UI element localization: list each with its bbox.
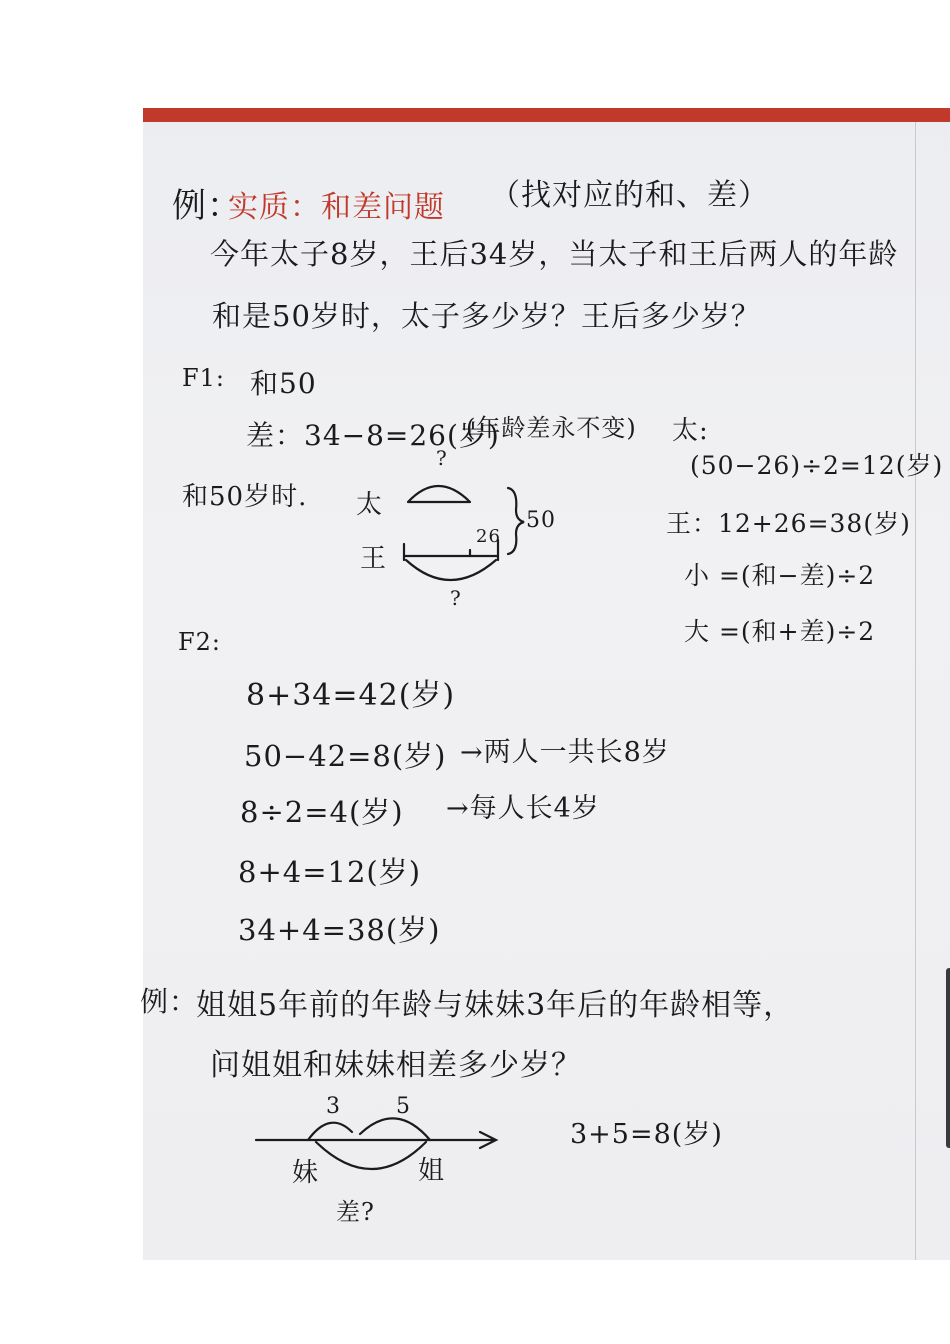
- wang-arc: [406, 560, 496, 580]
- example2-label: 例：: [140, 985, 199, 1018]
- arc-5: [360, 1118, 430, 1140]
- method2-label: F2:: [178, 628, 222, 656]
- method2-eq1: 8+34=42(岁): [246, 678, 456, 713]
- method1-difference-note: (年龄差永不变): [466, 414, 637, 442]
- small-rule: 小 =(和−差)÷2: [684, 561, 876, 590]
- q-top-label: ?: [436, 446, 448, 470]
- method2-note3: →每人长4岁: [446, 793, 600, 824]
- method2-eq2: 50−42=8(岁): [244, 739, 447, 773]
- method2-eq3: 8÷2=4(岁): [240, 795, 404, 829]
- example2-answer: 3+5=8(岁): [570, 1119, 723, 1150]
- when-sum-label: 和50岁时.: [182, 482, 308, 512]
- method2-eq4: 8+4=12(岁): [238, 855, 422, 889]
- side-tai-equation: (50−26)÷2=12(岁): [690, 451, 944, 480]
- mei-label: 妹: [292, 1158, 320, 1188]
- arc-bottom: [316, 1142, 426, 1169]
- side-tai-label: 太:: [672, 416, 709, 446]
- example1-problem-line1: 今年太子8岁，王后34岁，当太子和王后两人的年龄: [210, 237, 899, 271]
- jie-label: 姐: [418, 1156, 446, 1186]
- method1-label: F1:: [182, 364, 226, 392]
- example1-problem-line2: 和是50岁时，太子多少岁？王后多少岁？: [212, 299, 761, 333]
- difference-question: 差?: [336, 1198, 375, 1226]
- example1-hint: （找对应的和、差）: [490, 178, 769, 213]
- big-rule: 大 =(和+差)÷2: [684, 617, 876, 646]
- tai-bar: [408, 486, 470, 502]
- method1-difference: 差：34−8=26(岁): [246, 419, 500, 452]
- side-wang-equation: 王：12+26=38(岁): [666, 509, 911, 538]
- arc-3-label: 3: [326, 1094, 341, 1119]
- wang-label: 王: [360, 544, 388, 574]
- example2-problem-line2: 问姐姐和妹妹相差多少岁？: [210, 1048, 582, 1083]
- wang-bar: [404, 540, 498, 560]
- segment-26-label: 26: [476, 526, 501, 547]
- example1-label: 例：: [172, 186, 242, 226]
- method2-eq5: 34+4=38(岁): [238, 913, 441, 947]
- sum-brace: [508, 488, 524, 554]
- number-line: [256, 1132, 496, 1148]
- method1-sum: 和50: [250, 367, 317, 400]
- example2-problem-line1: 姐姐5年前的年龄与妹妹3年后的年龄相等，: [196, 988, 795, 1023]
- arc-3: [308, 1123, 352, 1140]
- method2-note2: →两人一共长8岁: [460, 737, 670, 768]
- brace-50-label: 50: [526, 508, 556, 533]
- tai-label: 太: [356, 490, 384, 520]
- example1-essence: 实质：和差问题: [228, 190, 445, 225]
- q-bottom-label: ?: [450, 586, 462, 610]
- arc-5-label: 5: [396, 1094, 411, 1119]
